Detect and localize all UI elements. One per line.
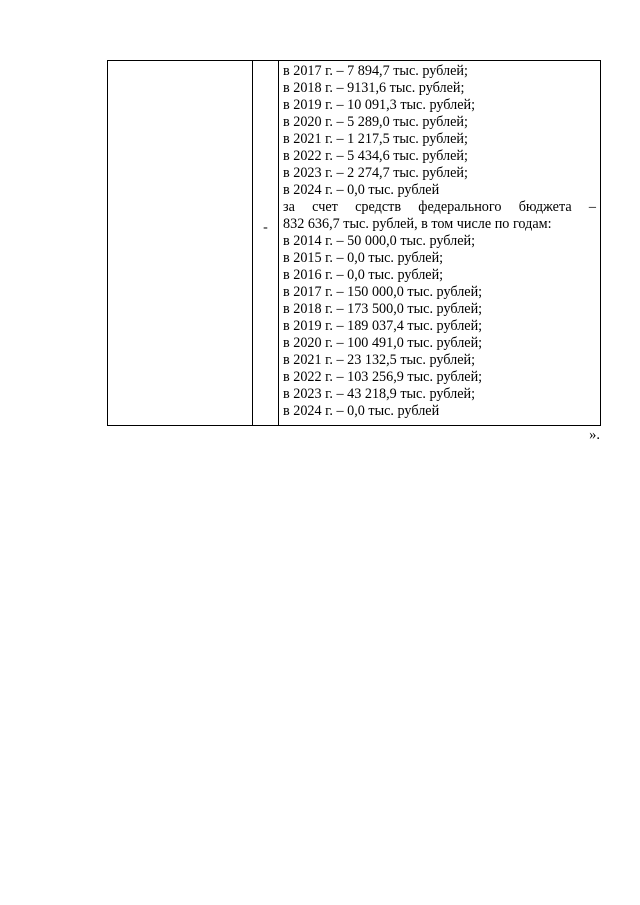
federal-heading: за счет средств федерального бюджета – bbox=[283, 199, 596, 215]
list-item: в 2024 г. – 0,0 тыс. рублей bbox=[283, 403, 440, 419]
table-row bbox=[108, 61, 601, 426]
list-item: в 2023 г. – 2 274,7 тыс. рублей; bbox=[283, 165, 468, 181]
list-item: в 2020 г. – 100 491,0 тыс. рублей; bbox=[283, 335, 483, 351]
list-item: в 2022 г. – 103 256,9 тыс. рублей; bbox=[283, 369, 483, 385]
closing-quote-mark: ». bbox=[589, 427, 600, 443]
list-item: в 2014 г. – 50 000,0 тыс. рублей; bbox=[283, 233, 476, 249]
federal-total: 832 636,7 тыс. рублей, в том числе по годам: bbox=[283, 216, 552, 232]
budget-table bbox=[107, 60, 601, 426]
list-item: в 2019 г. – 10 091,3 тыс. рублей; bbox=[283, 97, 476, 113]
list-item: в 2018 г. – 173 500,0 тыс. рублей; bbox=[283, 301, 483, 317]
list-item: в 2016 г. – 0,0 тыс. рублей; bbox=[283, 267, 444, 283]
empty-label-cell bbox=[108, 61, 253, 426]
list-item: в 2023 г. – 43 218,9 тыс. рублей; bbox=[283, 386, 476, 402]
list-item: в 2020 г. – 5 289,0 тыс. рублей; bbox=[283, 114, 468, 130]
list-item: в 2017 г. – 150 000,0 тыс. рублей; bbox=[283, 284, 483, 300]
list-item: в 2018 г. – 9131,6 тыс. рублей; bbox=[283, 80, 465, 96]
list-item: в 2021 г. – 23 132,5 тыс. рублей; bbox=[283, 352, 476, 368]
list-item: в 2021 г. – 1 217,5 тыс. рублей; bbox=[283, 131, 468, 147]
dash-mark: - bbox=[263, 220, 268, 235]
list-item: в 2022 г. – 5 434,6 тыс. рублей; bbox=[283, 148, 468, 164]
funding-text-cell bbox=[279, 61, 601, 426]
list-item: в 2024 г. – 0,0 тыс. рублей bbox=[283, 182, 440, 198]
dash-cell bbox=[253, 61, 279, 426]
list-item: в 2019 г. – 189 037,4 тыс. рублей; bbox=[283, 318, 483, 334]
list-item: в 2015 г. – 0,0 тыс. рублей; bbox=[283, 250, 444, 266]
list-item: в 2017 г. – 7 894,7 тыс. рублей; bbox=[283, 63, 468, 79]
